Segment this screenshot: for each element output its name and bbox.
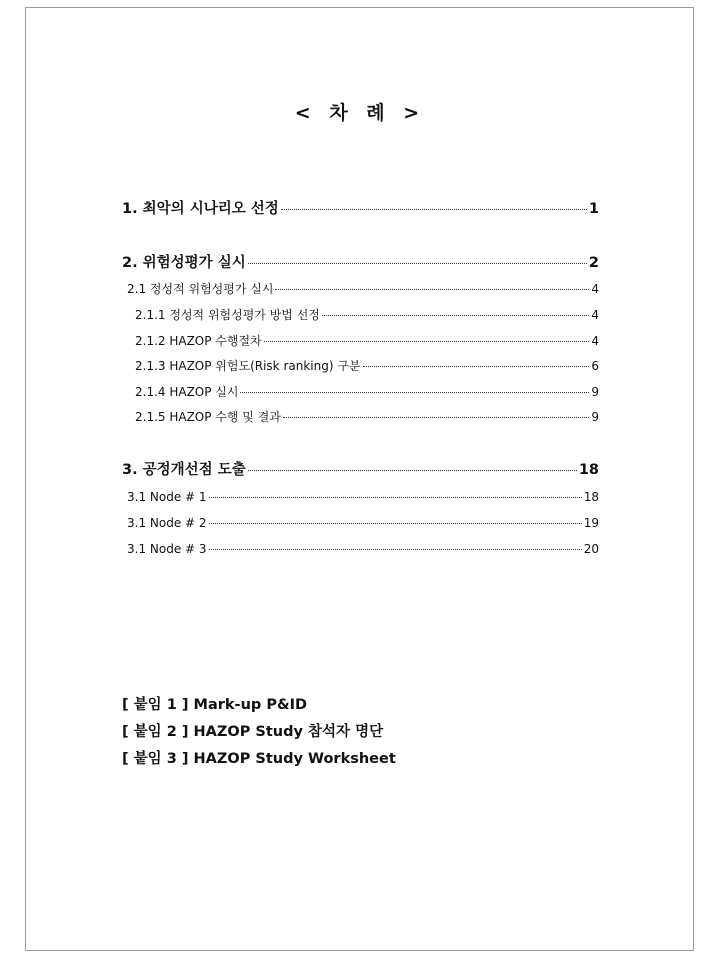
- toc-entry-page: 6: [591, 359, 599, 373]
- toc-title: < 차 례 >: [294, 102, 426, 124]
- toc-entry-2-1-3[interactable]: [135, 357, 599, 375]
- dot-leader: [209, 497, 582, 498]
- toc-entry-3-node-2[interactable]: [127, 514, 599, 532]
- dot-leader: [248, 263, 587, 264]
- toc-entry-3[interactable]: [122, 459, 599, 481]
- toc-entry-1[interactable]: [122, 198, 599, 220]
- toc-entry-2-1-2[interactable]: [135, 332, 599, 350]
- toc-entry-label: 3.1 Node # 2: [127, 516, 207, 530]
- toc-entry-label: 2.1.4 HAZOP 실시: [135, 385, 239, 399]
- dot-leader: [264, 341, 590, 342]
- toc-entry-2-1[interactable]: [127, 280, 599, 298]
- toc-entry-label: 3.1 Node # 1: [127, 490, 207, 504]
- appendix-3[interactable]: [ 붙임 3 ] HAZOP Study Worksheet: [122, 751, 396, 767]
- dot-leader: [240, 392, 589, 393]
- toc-entry-2-1-4[interactable]: [135, 383, 599, 401]
- toc-entry-page: 4: [591, 282, 599, 296]
- toc-entry-page: 4: [591, 334, 599, 348]
- toc-entry-3-node-1[interactable]: [127, 488, 599, 506]
- toc-entry-label: 1. 최악의 시나리오 선정: [122, 201, 279, 217]
- toc-entry-label: 3.1 Node # 3: [127, 542, 207, 556]
- toc-entry-label: 2.1.2 HAZOP 수행절차: [135, 334, 262, 348]
- toc-entry-page: 18: [583, 490, 599, 504]
- dot-leader: [275, 289, 589, 290]
- toc-entry-label: 3. 공정개선점 도출: [122, 462, 246, 478]
- toc-entry-page: 4: [591, 308, 599, 322]
- toc-entry-page: 2: [588, 255, 599, 271]
- toc-entry-page: 19: [583, 516, 599, 530]
- dot-leader: [209, 549, 582, 550]
- dot-leader: [363, 366, 590, 367]
- dot-leader: [283, 417, 589, 418]
- dot-leader: [322, 315, 589, 316]
- toc-entry-page: 1: [588, 201, 599, 217]
- toc-entry-page: 18: [578, 462, 599, 478]
- appendix-1[interactable]: [ 붙임 1 ] Mark-up P&ID: [122, 697, 308, 713]
- toc-entry-2-1-5[interactable]: [135, 408, 599, 426]
- toc-entry-2-1-1[interactable]: [135, 306, 599, 324]
- toc-entry-label: 2. 위험성평가 실시: [122, 255, 246, 271]
- dot-leader: [281, 209, 587, 210]
- toc-entry-label: 2.1.3 HAZOP 위험도(Risk ranking) 구분: [135, 359, 361, 373]
- toc-entry-label: 2.1.5 HAZOP 수행 및 결과: [135, 410, 281, 424]
- toc-entry-page: 20: [583, 542, 599, 556]
- dot-leader: [209, 523, 582, 524]
- toc-entry-page: 9: [591, 385, 599, 399]
- toc-entry-page: 9: [591, 410, 599, 424]
- appendix-2[interactable]: [ 붙임 2 ] HAZOP Study 참석자 명단: [122, 724, 384, 740]
- toc-entry-label: 2.1.1 정성적 위험성평가 방법 선정: [135, 308, 320, 322]
- toc-entry-3-node-3[interactable]: [127, 540, 599, 558]
- dot-leader: [248, 470, 577, 471]
- toc-entry-2[interactable]: [122, 252, 599, 274]
- toc-entry-label: 2.1 정성적 위험성평가 실시: [127, 282, 274, 296]
